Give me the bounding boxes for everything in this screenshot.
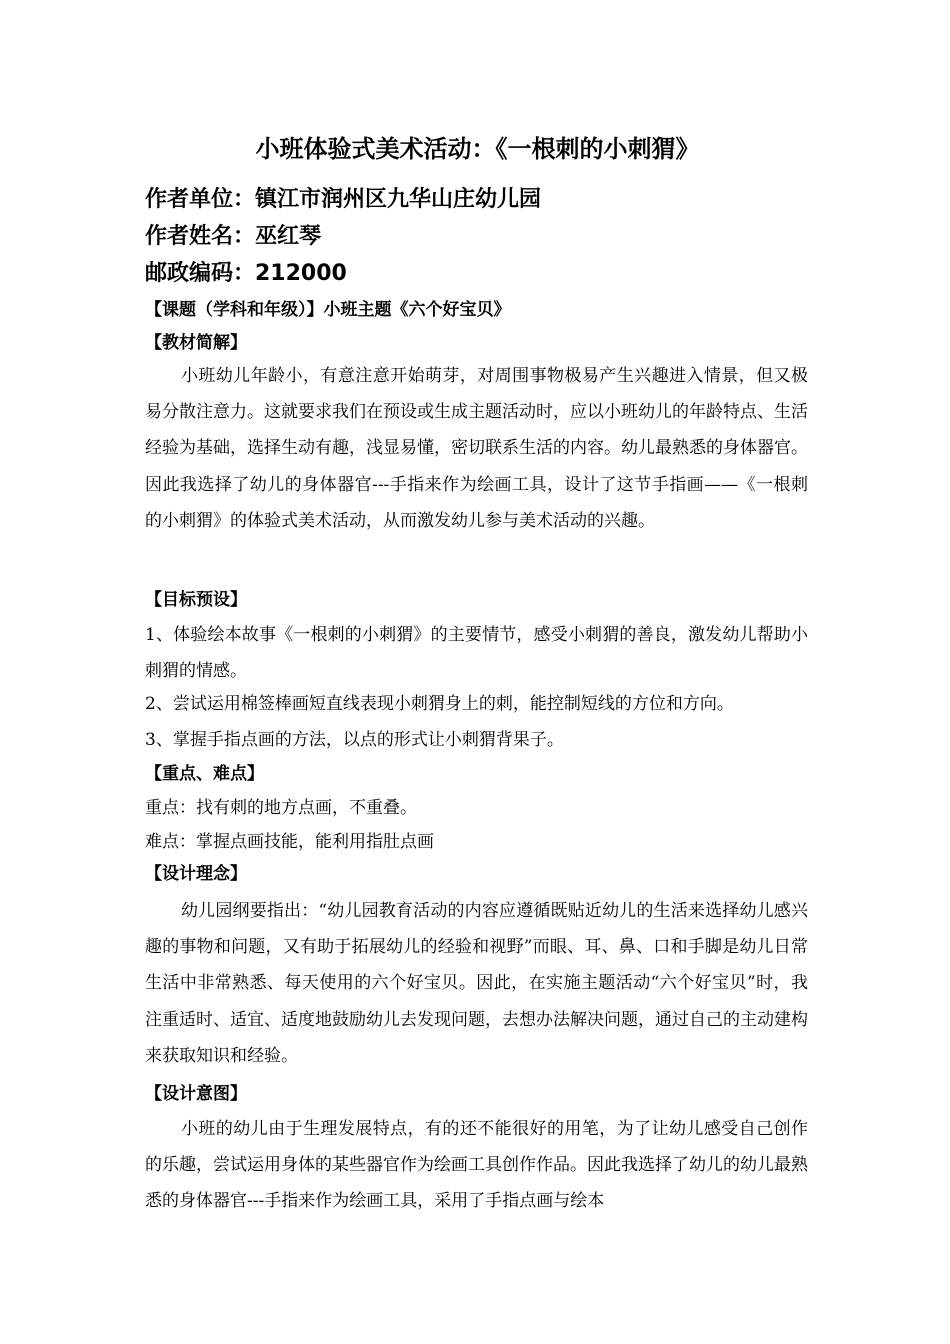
section-heading-concept: 【设计理念】 [145, 864, 247, 884]
section-body-intent: 小班的幼儿由于生理发展特点，有的还不能很好的用笔，为了让幼儿感受自己创作的乐趣，尝试运用身体的某些器官作为绘画工具创作作品。因此我选择了幼儿的幼儿最熟悉的身体器官---手指来作为绘画工具，采用了手指点画与绘本 [145, 1119, 808, 1212]
postal-code: 邮政编码：212000 [145, 261, 347, 286]
section-heading-material: 【教材简解】 [145, 333, 247, 353]
section-heading-goals: 【目标预设】 [145, 590, 247, 610]
author-name: 作者姓名：巫红琴 [145, 224, 322, 249]
section-heading-key-points: 【重点、难点】 [145, 764, 264, 784]
section-heading-intent: 【设计意图】 [145, 1084, 247, 1104]
goal-item-1: 1、体验绘本故事《一根刺的小刺猬》的主要情节，感受小刺猬的善良，激发幼儿帮助小刺猬的情感。 [145, 625, 808, 681]
topic-heading: 【课题（学科和年级）】小班主题《六个好宝贝》 [145, 300, 511, 320]
goal-item-1-wrap [145, 649, 808, 685]
author-unit: 作者单位：镇江市润州区九华山庄幼儿园 [145, 187, 542, 212]
section-body-concept: 幼儿园纲要指出：“幼儿园教育活动的内容应遵循既贴近幼儿的生活来选择幼儿感兴趣的事物和问题，又有助于拓展幼儿的经验和视野”而眼、耳、鼻、口和手脚是幼儿日常生活中非常熟悉、每天使用的六个好宝贝。因此，在实施主题活动“六个好宝贝”时，我注重适时、适宜、适度地鼓励幼儿去发现问题，去想办法解决问题，通过自己的主动建构来获取知识和经验。 [145, 901, 808, 1066]
goal-item-3: 3、掌握手指点画的方法，以点的形式让小刺猬背果子。 [145, 730, 564, 750]
section-body-material: 小班幼儿年龄小，有意注意开始萌芽，对周围事物极易产生兴趣进入情景，但又极易分散注意力。这就要求我们在预设或生成主题活动时，应以小班幼儿的年龄特点、生活经验为基础，选择生动有趣，浅显易懂，密切联系生活的内容。幼儿最熟悉的身体器官。因此我选择了幼儿的身体器官---手指来作为绘画工具，设计了这节手指画——《一根刺的小刺猬》的体验式美术活动，从而激发幼儿参与美术活动的兴趣。 [145, 366, 808, 531]
goal-item-2: 2、尝试运用棉签棒画短直线表现小刺猬身上的刺，能控制短线的方位和方向。 [145, 694, 734, 714]
difficult-point: 难点：掌握点画技能，能利用指肚点画 [145, 832, 434, 852]
document-title: 小班体验式美术活动：《一根刺的小刺猬》 [255, 135, 700, 163]
key-point: 重点：找有刺的地方点画，不重叠。 [145, 798, 417, 818]
